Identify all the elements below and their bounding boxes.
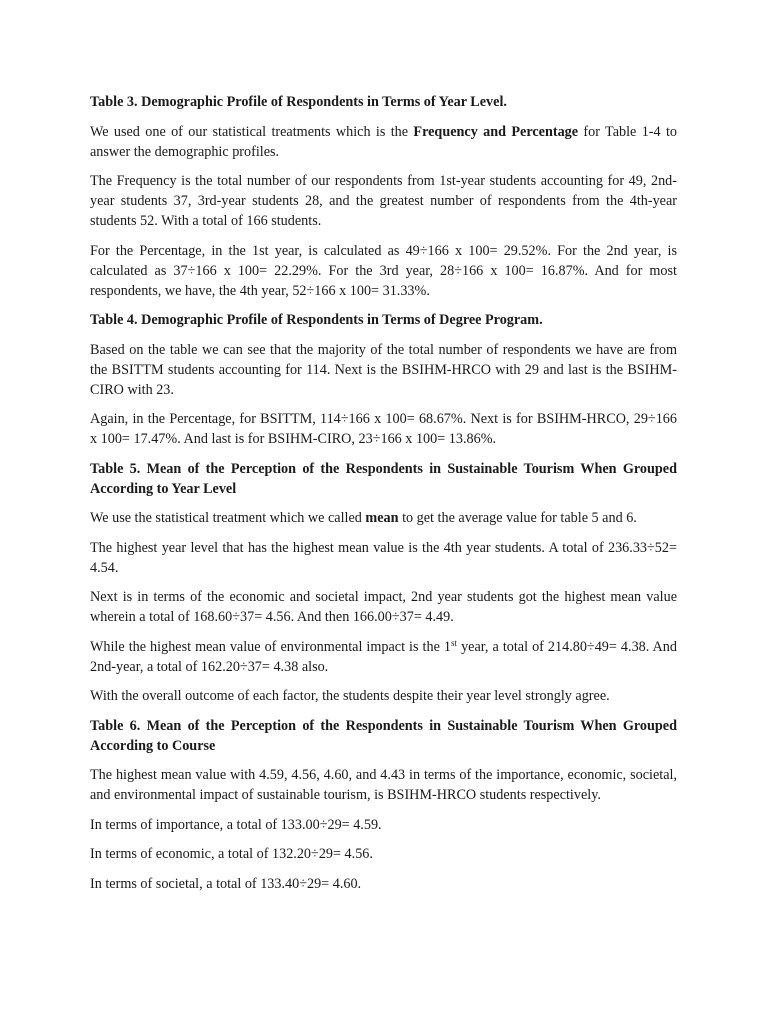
table-4-paragraph-1: Based on the table we can see that the majority of the total number of respondents we have are from the BSITTM students accounting for 114. Next is the BSIHM-HRCO with 29 and last is the BSIHM-CIRO with 23. [90,341,677,398]
table-5-paragraph-5: With the overall outcome of each factor, the students despite their year level strongly agree. [90,688,610,704]
text-run: We use the statistical treatment which we called [90,510,366,526]
table-3-paragraph-2: The Frequency is the total number of our respondents from 1st-year students accounting for 49, 2nd-year students 37, 3rd-year students 28, and the greatest number of respondents from the 4th-year students 52. With a total of 166 students. [90,173,677,229]
bold-term: mean [365,510,399,526]
table-4-heading: Table 4. Demographic Profile of Respondents in Terms of Degree Program. [90,312,543,328]
table-5-heading: Table 5. Mean of the Perception of the Respondents in Sustainable Tourism When Grouped According to Year Level [90,460,677,497]
text-run: to get the average value for table 5 and 6. [398,510,637,526]
text-run: for Table 1-4 to answer the demographic profiles. [90,123,677,160]
table-5-paragraph-1 [90,508,677,528]
table-6-paragraph-3: In terms of economic, a total of 132.20÷29= 4.56. [90,846,373,862]
table-6-paragraph-4: In terms of societal, a total of 133.40÷29= 4.60. [90,875,362,892]
table-6-paragraph-1: The highest mean value with 4.59, 4.56, 4.60, and 4.43 in terms of the importance, economic, societal, and environmental impact of sustainable tourism, is BSIHM-HRCO students respectively. [90,767,677,803]
table-5-paragraph-3: Next is in terms of the economic and societal impact, 2nd year students got the highest mean value wherein a total of 168.60÷37= 4.56. And then 166.00÷37= 4.49. [90,589,677,625]
table-6-paragraph-2: In terms of importance, a total of 133.00÷29= 4.59. [90,816,382,833]
table-6-heading: Table 6. Mean of the Perception of the Respondents in Sustainable Tourism When Grouped According to Course [90,717,677,754]
text-run: We used one of our statistical treatments which is the [90,123,414,140]
table-5-paragraph-2: The highest year level that has the highest mean value is the 4th year students. A total of 236.33÷52= 4.54. [90,539,677,576]
table-3-heading: Table 3. Demographic Profile of Respondents in Terms of Year Level. [90,94,507,110]
table-4-paragraph-2: Again, in the Percentage, for BSITTM, 114÷166 x 100= 68.67%. Next is for BSIHM-HRCO, 29÷166 x 100= 17.47%. And last is for BSIHM-CIRO, 23÷166 x 100= 13.86%. [90,411,677,447]
table-3-paragraph-1 [90,122,677,162]
table-3-paragraph-3: For the Percentage, in the 1st year, is calculated as 49÷166 x 100= 29.52%. For the 2nd year, is calculated as 37÷166 x 100= 22.29%. For the 3rd year, 28÷166 x 100= 16.87%. And for most respondents, we have, the 4th year, 52÷166 x 100= 31.33%. [90,242,677,299]
superscript: st [451,637,458,648]
bold-term: Frequency and Percentage [413,123,579,140]
text-run: year, a total of 214.80÷49= 4.38. And 2nd-year, a total of 162.20÷37= 4.38 also. [90,638,677,675]
table-5-paragraph-4 [90,637,677,677]
document-page [90,92,677,903]
text-run: While the highest mean value of environmental impact is the 1 [90,638,452,655]
